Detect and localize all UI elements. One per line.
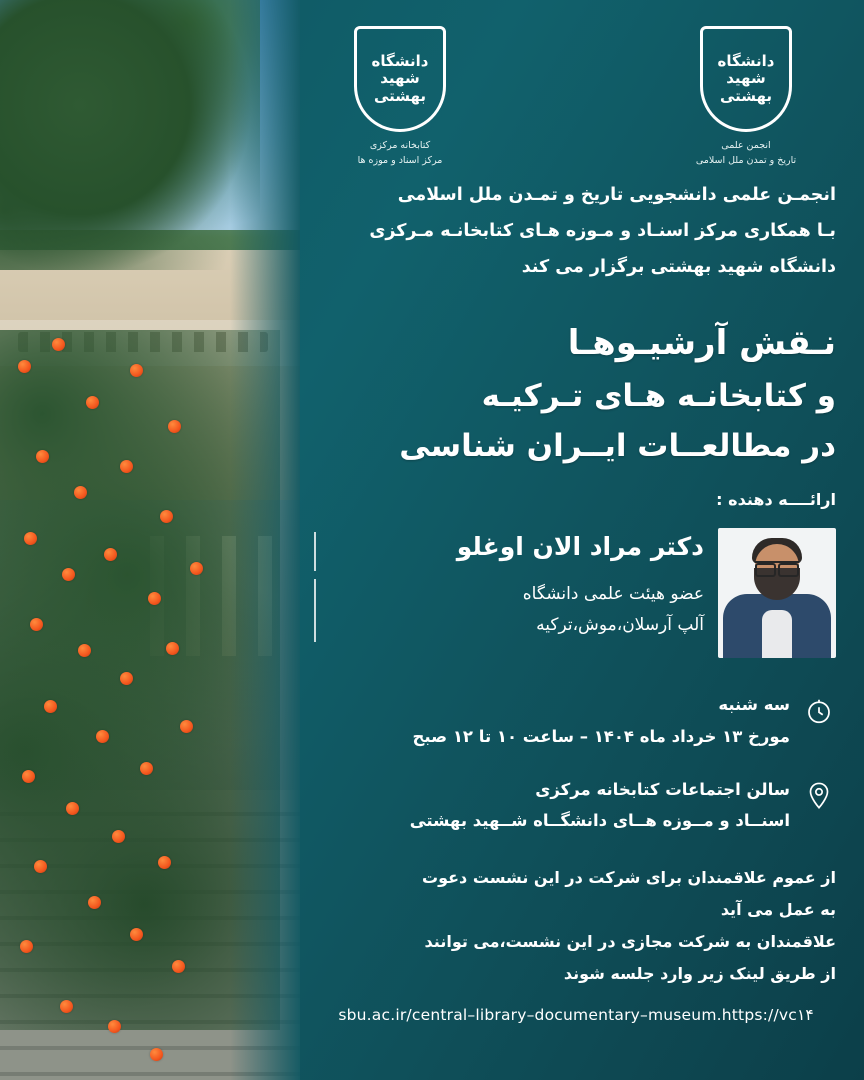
invitation-note-line-2: به عمل می آید — [720, 900, 836, 919]
logo-central-library — [310, 26, 490, 168]
logo-caption — [656, 138, 836, 168]
university-emblem-icon — [700, 26, 792, 132]
invitation-note-line-3: علاقمندان به شرکت مجازی در این نشست،می توانند — [424, 932, 836, 951]
speaker-affiliation-line-2: آلپ آرسلان،موش،ترکیه — [536, 615, 704, 636]
event-day: سه شنبه — [718, 695, 790, 714]
glasses-icon — [755, 561, 799, 571]
invitation-note-line-1: از عموم علاقمندان برای شرکت در این نشست دعوت — [422, 868, 836, 887]
logo-mark-text: دانشگاه شهید بهشتی — [717, 52, 775, 105]
logo-mark-text: دانشگاه شهید بهشتی — [371, 52, 429, 105]
logo-caption-line2: تاریخ و تمدن ملل اسلامی — [695, 155, 797, 167]
event-venue-line-2: اسنــاد و مــوزه هــای دانشگــاه شــهید بهشتی — [409, 811, 790, 831]
logo-scientific-association — [656, 26, 836, 168]
poster-content — [300, 0, 864, 1080]
presenter-label: ارائــــه دهنده : — [716, 490, 836, 509]
intro-line-2: بـا همکاری مرکز اسنـاد و مـوزه هـای کتابخانـه مـرکزی — [369, 220, 836, 241]
university-emblem-icon — [354, 26, 446, 132]
event-title-line-2: و کتابخانـه هـای تـرکیـه — [481, 378, 836, 415]
intro-line-3: دانشگاه شهید بهشتی برگزار می کند — [521, 256, 836, 277]
event-title — [314, 316, 836, 472]
event-date-time: مورخ ۱۳ خرداد ماه ۱۴۰۴ – ساعت ۱۰ تا ۱۲ صبح — [412, 726, 790, 746]
invitation-note — [316, 862, 836, 990]
event-venue-line-1: سالن اجتماعات کتابخانه مرکزی — [535, 779, 790, 799]
logo-caption-line1: انجمن علمی — [721, 140, 771, 151]
event-title-line-3: در مطالعــات ایــران شناسی — [399, 428, 836, 465]
location-pin-icon — [802, 775, 836, 815]
intro-paragraph — [320, 178, 836, 286]
logo-caption-line2: مرکز اسناد و موزه ها — [357, 155, 443, 167]
event-datetime-row — [316, 690, 836, 753]
event-title-line-1: نـقش آرشیـوهـا — [567, 323, 836, 363]
event-location-text — [316, 775, 790, 838]
decorative-photo-strip — [0, 0, 300, 1080]
photo-foliage — [0, 0, 260, 270]
speaker-name: دکتر مراد الان اوغلو — [314, 532, 704, 571]
event-location-row — [316, 775, 836, 838]
event-datetime-text — [316, 690, 790, 753]
speaker-affiliation — [314, 579, 704, 642]
event-meta — [316, 690, 836, 859]
intro-line-1: انجمـن علمی دانشجویی تاریخ و تمـدن ملل اسلامی — [397, 185, 836, 205]
invitation-note-line-4: از طریق لینک زیر وارد جلسه شوند — [563, 964, 836, 983]
speaker-portrait — [718, 528, 836, 658]
speaker-affiliation-line-1: عضو هیئت علمی دانشگاه — [522, 584, 704, 604]
logo-row — [310, 26, 836, 168]
logo-caption — [310, 138, 490, 168]
photo-edge-gradient — [230, 0, 300, 1080]
meeting-link[interactable]: sbu.ac.ir/central–library–documentary–museum.https://vc۱۴ — [338, 1006, 814, 1024]
speaker-block — [314, 528, 836, 658]
speaker-text — [314, 528, 704, 642]
clock-icon — [802, 690, 836, 726]
logo-caption-line1: کتابخانه مرکزی — [369, 140, 431, 151]
